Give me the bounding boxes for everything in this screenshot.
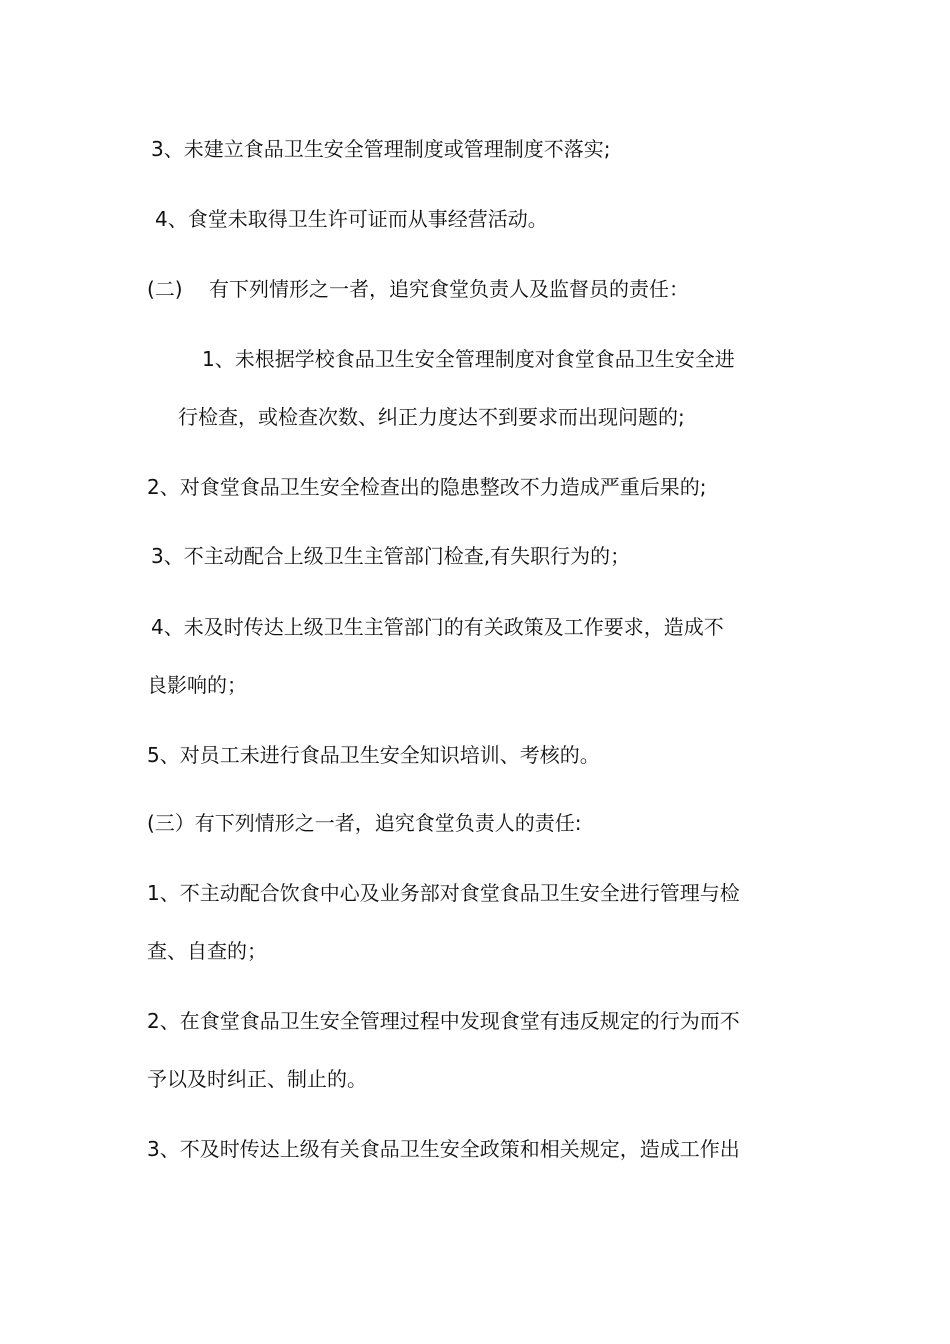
paragraph-item-2-rectification: 2、对食堂食品卫生安全检查出的隐患整改不力造成严重后果的;: [147, 475, 707, 499]
paragraph-item-4-no-license: 4、食堂未取得卫生许可证而从事经营活动。: [155, 207, 548, 231]
paragraph-item-1-continuation: 行检查，或检查次数、纠正力度达不到要求而出现问题的;: [178, 405, 685, 429]
paragraph-item-2-violations: 2、在食堂食品卫生安全管理过程中发现食堂有违反规定的行为而不: [147, 1009, 740, 1033]
paragraph-item-3-no-system: 3、未建立食品卫生安全管理制度或管理制度不落实;: [151, 137, 611, 161]
paragraph-item-3-regulations: 3、不及时传达上级有关食品卫生安全政策和相关规定，造成工作出: [147, 1137, 740, 1161]
paragraph-item-1-inspection: 1、未根据学校食品卫生安全管理制度对食堂食品卫生安全进: [202, 347, 735, 371]
paragraph-item-1-management: 1、不主动配合饮食中心及业务部对食堂食品卫生安全进行管理与检: [147, 881, 740, 905]
section-heading-two: (二) 有下列情形之一者，追究食堂负责人及监督员的责任：: [147, 277, 689, 301]
paragraph-item-4-policy: 4、未及时传达上级卫生主管部门的有关政策及工作要求，造成不: [151, 615, 724, 639]
paragraph-item-5-training: 5、对员工未进行食品卫生安全知识培训、考核的。: [147, 743, 600, 767]
paragraph-item-1-management-continuation: 查、自查的；: [147, 939, 267, 963]
paragraph-item-2-violations-continuation: 予以及时纠正、制止的。: [147, 1067, 367, 1091]
section-heading-three: (三）有下列情形之一者，追究食堂负责人的责任:: [147, 811, 582, 835]
paragraph-item-3-cooperation: 3、不主动配合上级卫生主管部门检查,有失职行为的；: [151, 544, 631, 568]
paragraph-item-4-continuation: 良影响的；: [147, 673, 247, 697]
